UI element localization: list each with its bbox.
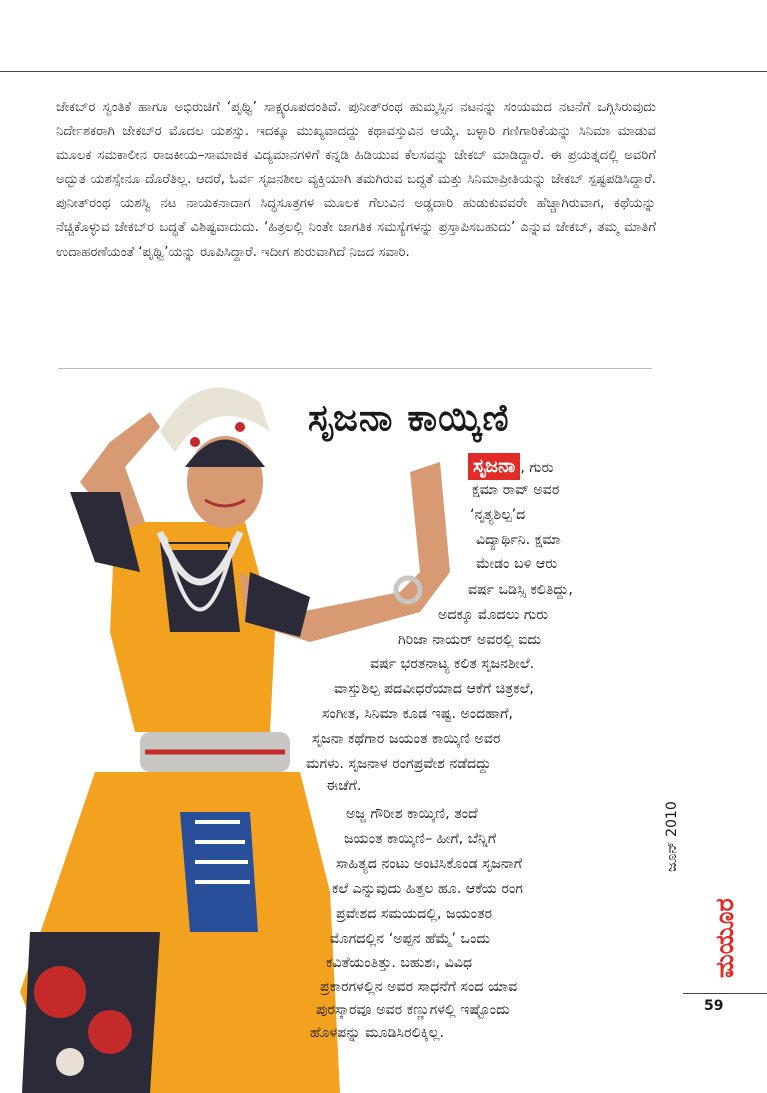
article-line: ಪ್ರವೇಶದ ಸಮಯದಲ್ಲಿ, ಜಯಂತರ — [336, 906, 493, 922]
article-line: ವರ್ಷ ಒಡಿಸ್ಸಿ ಕಲಿತಿದ್ದು, — [468, 582, 573, 598]
article-line: ಹೊಳಪನ್ನು ಮೂಡಿಸಿರಲಿಕ್ಕಿಲ್ಲ. — [310, 1025, 445, 1041]
dancer-skirt-pattern — [22, 932, 160, 1093]
article-line: ಅಜ್ಜ ಗೌರೀಶ ಕಾಯ್ಕಿಣಿ, ತಂದೆ — [346, 806, 478, 822]
magazine-logo: ಮಯೂರ — [710, 898, 739, 978]
intro-paragraph: ಜೇಕಬ್‌ರ ಸ್ವಂತಿಕೆ ಹಾಗೂ ಅಭಿರುಚಿಗೆ ‘ಪೃಥ್ವಿ’ ಸಾಕ್ಷ್ಯರೂಪದಂತಿದೆ. ಪುನೀತ್‌ರಂಥ ಹುಮ್ಮಸ್ಸಿನ ನಟನನ್ನು ಸಂಯಮದ ನಟನೆಗೆ ಒಗ್ಗಿಸಿರುವುದು ನಿರ್ದೇಶಕರಾಗಿ ಜೇಕಬ್‌ರ ಮೊದಲ ಯಶಸ್ಸು. ಇದಕ್ಕೂ ಮುಖ್ಯವಾದದ್ದು ಕಥಾವಸ್ತುವಿನ ಆಯ್ಕೆ. ಬಳ್ಳಾರಿ ಗಣಿಗಾರಿಕೆಯನ್ನು ಸಿನಿಮಾ ಮಾಡುವ ಮೂಲಕ ಸಮಕಾಲೀನ ರಾಜಕೀಯ–ಸಾಮಾಜಿಕ ವಿದ್ಯಮಾನಗಳಿಗೆ ಕನ್ನಡಿ ಹಿಡಿಯುವ ಕೆಲಸವನ್ನು ಜೇಕಬ್ ಮಾಡಿದ್ದಾರೆ. ಈ ಪ್ರಯತ್ನದಲ್ಲಿ ಅವರಿಗೆ ಅದ್ಭುತ ಯಶಸ್ಸೇನೂ ದೊರೆತಿಲ್ಲ. ಆದರೆ, ಓರ್ವ ಸೃಜನಶೀಲ ವ್ಯಕ್ತಿಯಾಗಿ ತಮಗಿರುವ ಬದ್ಧತೆ ಮತ್ತು ಸಿನಿಮಾಪ್ರೀತಿಯನ್ನು ಜೇಕಬ್ ಸ್ಪಷ್ಟಪಡಿಸಿದ್ದಾರೆ. ಪುನೀತ್‌ರಂಥ ಯಶಸ್ವಿ ನಟ ನಾಯಕನಾದಾಗ ಸಿದ್ಧಸೂತ್ರಗಳ ಮೂಲಕ ಗೆಲುವಿನ ಅಡ್ಡದಾರಿ ಹುಡುಕುವವರೇ ಹೆಚ್ಚಾಗಿರುವಾಗ, ಕಥೆಯನ್ನು ನೆಚ್ಚಿಕೊಳ್ಳುವ ಜೇಕಬ್‌ರ ಬದ್ಧತೆ ವಿಶಿಷ್ಟವಾದುದು. ‘ಹಿತ್ರಲಲ್ಲಿ ನಿಂತೇ ಜಾಗತಿಕ ಸಮಸ್ಯೆಗಳನ್ನು ಪ್ರಸ್ತಾಪಿಸಬಹುದು’ ಎನ್ನುವ ಜೇಕಬ್, ತಮ್ಮ ಮಾತಿಗೆ ಉದಾಹರಣೆಯಂತೆ ‘ಪೃಥ್ವಿ’ಯನ್ನು ರೂಪಿಸಿದ್ದಾರೆ. ಇದೀಗ ಶುರುವಾಗಿದೆ ನಿಜದ ಸವಾರಿ. — [56, 100, 656, 260]
article-line: ಮೊಗದಲ್ಲಿನ ‘ಅಪ್ಪನ ಹೆಮ್ಮೆ’ ಒಂದು — [330, 931, 491, 947]
page-number: 59 — [704, 998, 724, 1014]
top-rule — [0, 71, 767, 72]
article-line: ಮೇಡಂ ಬಳಿ ಆರು — [476, 556, 558, 572]
section-divider — [58, 368, 652, 369]
article-line: ಮಗಳು. ಸೃಜನಾಳ ರಂಗಪ್ರವೇಶ ನಡೆದದ್ದು — [306, 756, 492, 772]
article-line: ಗಿರಿಜಾ ನಾಯರ್ ಅವರಲ್ಲಿ ಐದು — [398, 632, 542, 648]
article-line: ಕಲೆ ಎನ್ನುವುದು ಹಿತ್ತಲ ಹೂ. ಆಕೆಯ ರಂಗ — [332, 881, 523, 897]
article-line: ವರ್ಷ ಭರತನಾಟ್ಯ ಕಲಿತ ಸೃಜನಶೀಲೆ. — [370, 656, 535, 672]
article-line: ಕ್ಷಮಾ ರಾವ್ ಅವರ — [472, 482, 560, 498]
article-line: ವಾಸ್ತುಶಿಲ್ಪ ಪದವೀಧರೆಯಾದ ಆಕೆಗೆ ಚಿತ್ರಕಲೆ, — [334, 681, 534, 697]
article-headline: ಸೃಜನಾ ಕಾಯ್ಕಿಣಿ — [308, 396, 510, 439]
article-line: ಜಯಂತ ಕಾಯ್ಕಿಣಿ– ಹೀಗೆ, ಬೆನ್ನಿಗೆ — [344, 831, 497, 847]
article-line: ಅದಕ್ಕೂ ಮೊದಲು ಗುರು — [438, 607, 549, 623]
article-line: ಕವಿತೆಯಂತಿತ್ತು. ಬಹುಶಃ, ವಿವಿಧ — [326, 955, 473, 971]
article-line: ವಿದ್ಯಾರ್ಥಿನಿ. ಕ್ಷಮಾ — [476, 532, 561, 548]
folio-rule — [683, 993, 767, 994]
article-line: ಸೃಜನಾ ಕಥೆಗಾರ ಜಯಂತ ಕಾಯ್ಕಿಣಿ ಅವರ — [312, 731, 501, 747]
article-line: ‘ನೃತ್ಯಶಿಲ್ಪ’ದ — [470, 507, 526, 523]
article-line-first: ಸೃಜನಾ , ಗುರು — [468, 456, 554, 478]
issue-date: ಜೂನ್ 2010 — [664, 801, 680, 872]
article-line: ಈಚೆಗೆ. — [326, 778, 362, 794]
article-line: ಪುರಸ್ಕಾರವೂ ಅವರ ಕಣ್ಣುಗಳಲ್ಲಿ ಇಷ್ಟೊಂದು — [316, 1002, 510, 1018]
article-line: ಪ್ರಕಾರಗಳಲ್ಲಿನ ಅವರ ಸಾಧನೆಗೆ ಸಂದ ಯಾವ — [320, 979, 518, 995]
lead-word-highlight: ಸೃಜನಾ — [468, 453, 520, 480]
article-line: ಸಂಗೀತ, ಸಿನಿಮಾ ಕೂಡ ಇಷ್ಟ. ಅಂದಹಾಗೆ, — [322, 706, 513, 722]
article-line: ಸಾಹಿತ್ಯದ ನಂಟು ಅಂಟಿಸಿಕೊಂಡ ಸೃಜನಾಗೆ — [336, 856, 523, 872]
